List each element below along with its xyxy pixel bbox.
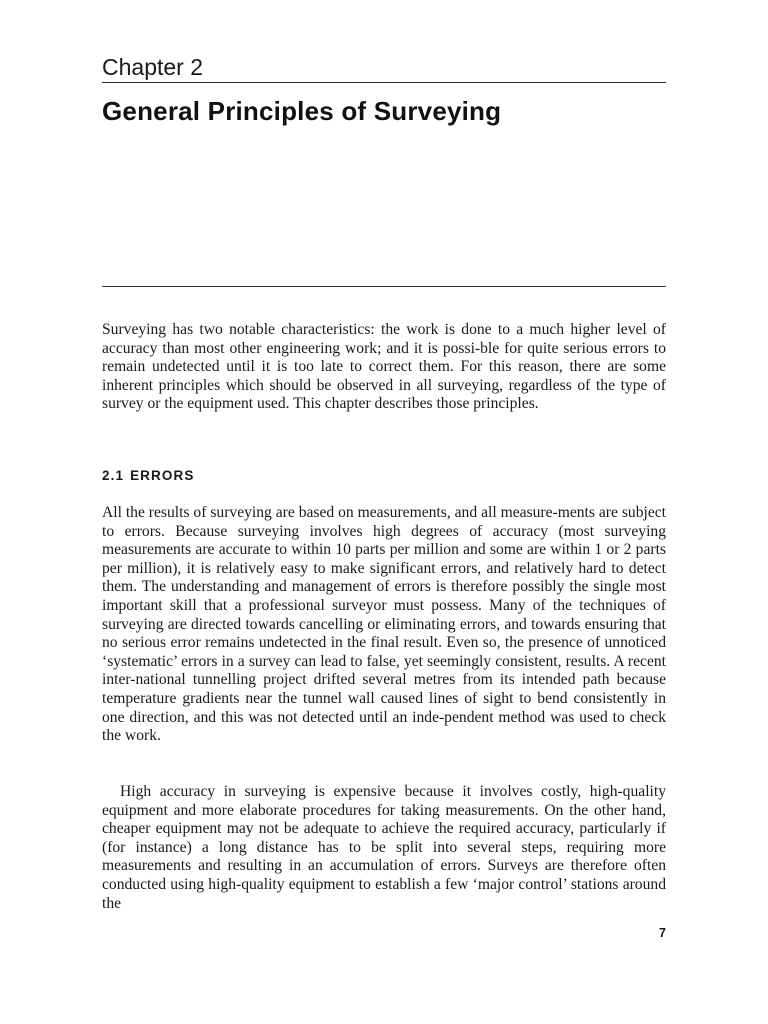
section-heading bbox=[102, 468, 194, 483]
chapter-rule-bottom bbox=[102, 286, 666, 287]
body-paragraph-2: High accuracy in surveying is expensive because it involves costly, high-quality equipment and more elaborate procedures for taking measurements. On the other hand, cheaper equipment may not be adequate to achieve the required accuracy, particularly if (for instance) a long distance has to be split into several steps, requiring more measurements and resulting in an accumulation of errors. Surveys are therefore often conducted using high-quality equipment to establish a few ‘major control’ stations around the bbox=[102, 783, 666, 912]
chapter-rule-top bbox=[102, 82, 666, 83]
page-number: 7 bbox=[659, 926, 666, 940]
section-title: ERRORS bbox=[130, 468, 195, 483]
chapter-title: General Principles of Surveying bbox=[102, 96, 502, 126]
intro-paragraph: Surveying has two notable characteristics: the work is done to a much higher level of accuracy than most other engineering work; and it is possi-ble for quite serious errors to remain undetected until it is too late to correct them. For this reason, there are some inherent principles which should be observed in all surveying, regardless of the type of survey or the equipment used. This chapter describes those principles. bbox=[102, 321, 666, 413]
chapter-label: Chapter 2 bbox=[102, 54, 204, 80]
body-paragraph-1: All the results of surveying are based on measurements, and all measure-ments are subject to errors. Because surveying involves high degrees of accuracy (most surveying measurements are accurate to within 10 parts per million and some are within 1 or 2 parts per million), it is relatively easy to make significant errors, and relatively hard to detect them. The understanding and management of errors is therefore possibly the single most important skill that a professional surveyor must possess. Many of the techniques of surveying are directed towards cancelling or eliminating errors, and towards ensuring that no serious error remains undetected in the final result. Even so, the presence of unnoticed ‘systematic’ errors in a survey can lead to false, yet seemingly consistent, results. A recent inter-national tunnelling project drifted several metres from its intended path because temperature gradients near the tunnel wall caused lines of sight to bend consistently in one direction, and this was not detected until an inde-pendent method was used to check the work. bbox=[102, 504, 666, 745]
section-number: 2.1 bbox=[102, 468, 125, 483]
